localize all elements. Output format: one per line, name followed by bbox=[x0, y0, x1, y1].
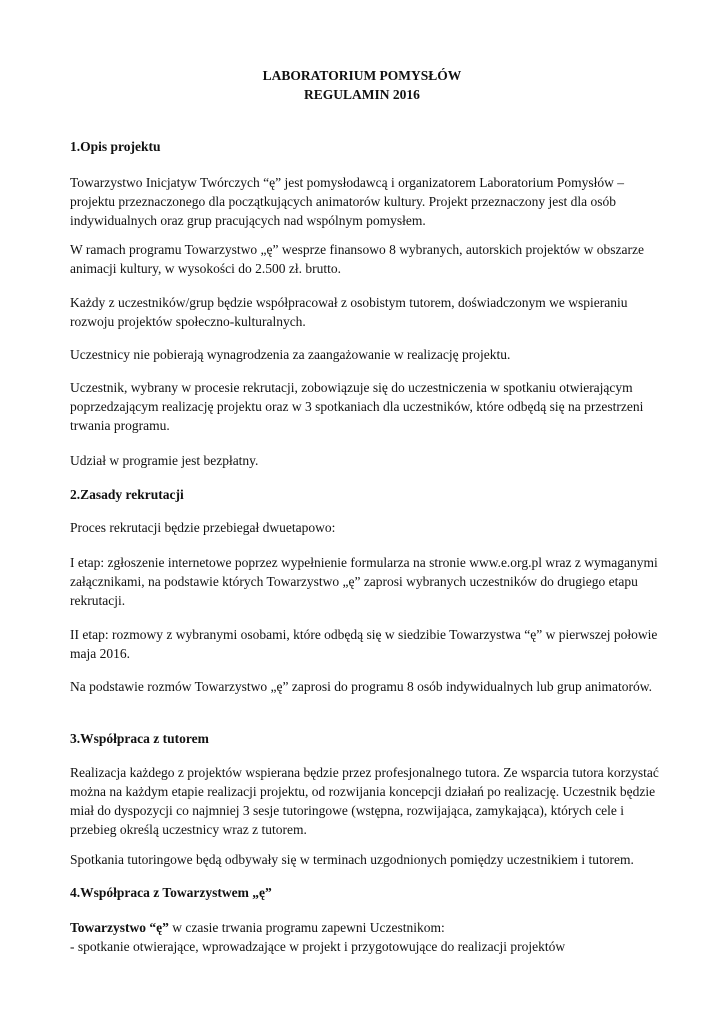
text-line: Spotkania tutoringowe będą odbywały się w terminach uzgodnionych pomiędzy uczestnikiem i tutorem. bbox=[70, 852, 634, 867]
section-1-paragraph-4 bbox=[70, 345, 660, 364]
text-line: przebieg określą uczestnicy wraz z tutorem. bbox=[70, 822, 307, 837]
section-2-paragraph-2 bbox=[70, 553, 660, 610]
section-1-heading: 1.Opis projektu bbox=[70, 139, 161, 154]
section-2-paragraph-3 bbox=[70, 625, 660, 663]
text-line: można na każdym etapie realizacji projektu, od rozwijania koncepcji działań po realizację. Uczestnik będzie bbox=[70, 784, 656, 799]
section-1-paragraph-3 bbox=[70, 293, 660, 331]
text-line: maja 2016. bbox=[70, 646, 130, 661]
organization-name: Towarzystwo “ę” bbox=[70, 920, 169, 935]
intro-text: w czasie trwania programu zapewni Uczestnikom: bbox=[168, 920, 445, 935]
text-line: W ramach programu Towarzystwo „ę” wesprze finansowo 8 wybranych, autorskich projektów w obszarze bbox=[70, 242, 644, 257]
text-line: miał do dyspozycji co najmniej 3 sesje tutoringowe (wstępna, rozwijająca, zamykająca), których cele i bbox=[70, 803, 625, 818]
document-title-block bbox=[0, 66, 724, 104]
document-title: LABORATORIUM POMYSŁÓW bbox=[262, 68, 462, 83]
text-line: Realizacja każdego z projektów wspierana będzie przez profesjonalnego tutora. Ze wsparcia tutora korzystać bbox=[70, 765, 659, 780]
text-line: indywidualnych oraz grup pracujących nad wspólnym pomysłem. bbox=[70, 213, 426, 228]
section-4-paragraph-1 bbox=[70, 918, 660, 956]
section-2-paragraph-1 bbox=[70, 518, 660, 537]
text-line: animacji kultury, w wysokości do 2.500 zł. brutto. bbox=[70, 261, 341, 276]
text-line: Towarzystwo Inicjatyw Twórczych “ę” jest pomysłodawcą i organizatorem Laboratorium Pomysłów – bbox=[70, 175, 624, 190]
text-line: rekrutacji. bbox=[70, 593, 126, 608]
section-3-paragraph-1 bbox=[70, 763, 660, 839]
text-line: rozwoju projektów społeczno-kulturalnych. bbox=[70, 314, 306, 329]
text-line: Udział w programie jest bezpłatny. bbox=[70, 453, 259, 468]
text-line: Każdy z uczestników/grup będzie współpracował z osobistym tutorem, doświadczonym we wspieraniu bbox=[70, 295, 628, 310]
text-line: II etap: rozmowy z wybranymi osobami, które odbędą się w siedzibie Towarzystwa “ę” w pierwszej połowie bbox=[70, 627, 658, 642]
section-2-paragraph-4 bbox=[70, 677, 660, 696]
document-subtitle: REGULAMIN 2016 bbox=[304, 87, 420, 102]
text-line: I etap: zgłoszenie internetowe poprzez wypełnienie formularza na stronie www.e.org.pl wraz z wymaganymi bbox=[70, 555, 658, 570]
section-3-paragraph-2 bbox=[70, 850, 660, 869]
text-line: Proces rekrutacji będzie przebiegał dwuetapowo: bbox=[70, 520, 336, 535]
text-line: projektu przeznaczonego dla początkujących animatorów kultury. Projekt przeznaczony jest dla osób bbox=[70, 194, 617, 209]
section-4-heading: 4.Współpraca z Towarzystwem „ę” bbox=[70, 885, 272, 900]
text-line: poprzedzającym realizację projektu oraz w 3 spotkaniach dla uczestników, które odbędą się na przestrzeni bbox=[70, 399, 644, 414]
text-line: Uczestnicy nie pobierają wynagrodzenia za zaangażowanie w realizację projektu. bbox=[70, 347, 511, 362]
text-line bbox=[70, 918, 660, 937]
section-1-paragraph-6 bbox=[70, 451, 660, 470]
section-1-paragraph-2 bbox=[70, 240, 660, 278]
text-line: Uczestnik, wybrany w procesie rekrutacji, zobowiązuje się do uczestniczenia w spotkaniu otwierającym bbox=[70, 380, 633, 395]
section-2-heading: 2.Zasady rekrutacji bbox=[70, 487, 184, 502]
text-line: załącznikami, na podstawie których Towarzystwo „ę” zaprosi wybranych uczestników do drugiego etapu bbox=[70, 574, 638, 589]
text-line: trwania programu. bbox=[70, 418, 170, 433]
text-line: Na podstawie rozmów Towarzystwo „ę” zaprosi do programu 8 osób indywidualnych lub grup animatorów. bbox=[70, 679, 653, 694]
section-3-heading: 3.Współpraca z tutorem bbox=[70, 731, 209, 746]
section-1-paragraph-1 bbox=[70, 173, 660, 230]
list-item: - spotkanie otwierające, wprowadzające w projekt i przygotowujące do realizacji projektów bbox=[70, 939, 566, 954]
section-1-paragraph-5 bbox=[70, 378, 660, 435]
